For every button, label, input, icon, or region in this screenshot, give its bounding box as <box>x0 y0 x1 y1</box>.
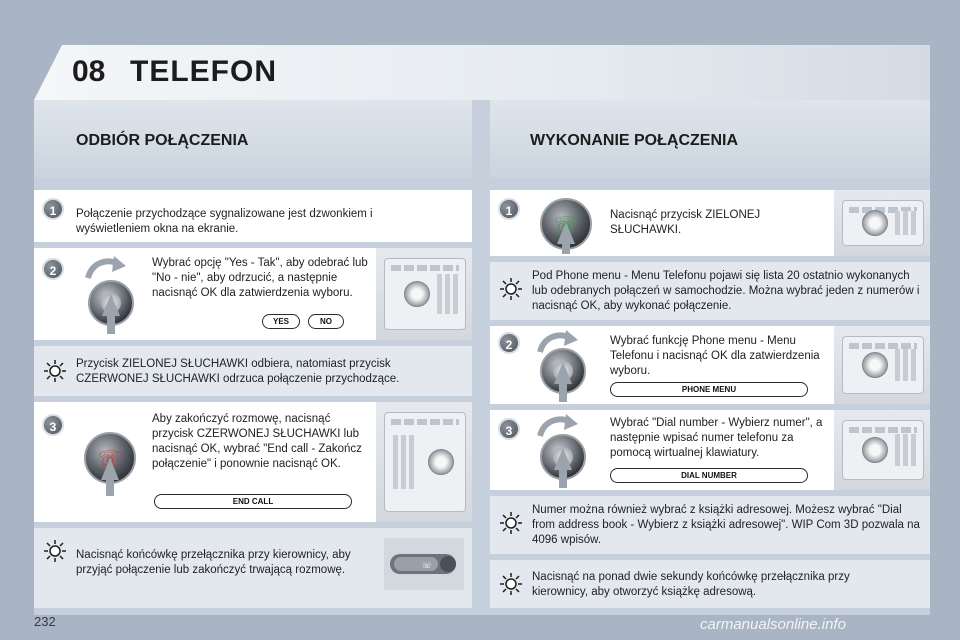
left-tip2-text: Nacisnąć końcówkę przełącznika przy kierownicy, aby przyjąć połączenie lub zakończyć trwającą rozmowę. <box>76 549 351 576</box>
step-number-badge: 2 <box>498 332 520 354</box>
left-tip1-text: Przycisk ZIELONEJ SŁUCHAWKI odbiera, natomiast przycisk CZERWONEJ SŁUCHAWKI odrzuca połączenie przychodzące. <box>76 358 400 385</box>
sun-bulb-icon <box>498 571 524 597</box>
right-step3-panel <box>490 410 930 490</box>
end-call-button[interactable]: END CALL <box>154 494 352 509</box>
sun-bulb-icon <box>42 358 68 384</box>
right-tip1-panel <box>490 262 930 320</box>
step-number-badge: 1 <box>498 198 520 220</box>
right-step1-text: Nacisnąć przycisk ZIELONEJ SŁUCHAWKI. <box>610 209 761 236</box>
step-number-badge: 3 <box>42 414 64 436</box>
right-step2-panel <box>490 326 930 404</box>
phone-menu-button[interactable]: PHONE MENU <box>610 382 808 397</box>
handset-icon: ☏ <box>554 212 580 236</box>
radio-unit-image <box>376 402 472 522</box>
left-section-title: ODBIÓR POŁĄCZENIA <box>76 132 249 149</box>
right-tip3-text: Nacisnąć na ponad dwie sekundy końcówkę przełącznika przy kierownicy, aby otworzyć książkę adresową. <box>532 571 850 598</box>
left-step1-panel <box>34 190 472 242</box>
press-arrow-head-icon <box>557 222 575 244</box>
watermark-text: carmanualsonline.info <box>700 616 846 633</box>
press-arrow-head-icon <box>101 458 119 480</box>
right-tip2-text: Numer można również wybrać z książki adresowej. Możesz wybrać "Dial from address book - Wybierz z książki adresowej". WIP Com 3D pozwala na 4096 wpisów. <box>532 504 920 546</box>
step-number-badge: 3 <box>498 418 520 440</box>
svg-text:☏: ☏ <box>422 561 433 570</box>
right-step2-text: Wybrać funkcję Phone menu - Menu Telefonu i nacisnąć OK dla zatwierdzenia wyboru. <box>610 335 820 377</box>
radio-unit-image <box>834 410 930 490</box>
sun-bulb-icon <box>498 276 524 302</box>
page-number: 232 <box>34 614 56 629</box>
radio-unit-image <box>834 190 930 256</box>
left-step3-text: Aby zakończyć rozmowę, nacisnąć przycisk CZERWONEJ SŁUCHAWKI lub nacisnąć OK, wybrać "End call - Zakończ połączenie" i ponownie nacisnąć OK. <box>152 413 362 470</box>
dial-number-button[interactable]: DIAL NUMBER <box>610 468 808 483</box>
sun-bulb-icon <box>498 510 524 536</box>
left-step1-text: Połączenie przychodzące sygnalizowane jest dzwonkiem i wyświetleniem okna na ekranie. <box>76 208 373 235</box>
press-arrow-head-icon <box>554 448 572 470</box>
right-tip1-text: Pod Phone menu - Menu Telefonu pojawi się lista 20 ostatnio wykonanych lub odebranych połączeń w samochodzie. Można wybrać jeden z numerów i nacisnąć OK, aby wykonać połączenie. <box>532 270 920 312</box>
left-tip1-panel <box>34 346 472 396</box>
left-tip2-panel <box>34 528 472 608</box>
chapter-title: TELEFON <box>130 55 277 88</box>
press-arrow-head-icon <box>102 294 120 316</box>
press-arrow-head-icon <box>554 362 572 384</box>
right-tip3-panel <box>490 560 930 608</box>
steering-stalk-image <box>384 538 464 590</box>
no-option-button[interactable]: NO <box>308 314 344 329</box>
header-notch <box>34 45 62 100</box>
right-tip2-panel <box>490 496 930 554</box>
left-step3-panel <box>34 402 472 522</box>
right-section-title: WYKONANIE POŁĄCZENIA <box>530 132 738 149</box>
step-number-badge: 2 <box>42 258 64 280</box>
chapter-number: 08 <box>72 55 106 88</box>
right-step3-text: Wybrać "Dial number - Wybierz numer", a następnie wpisać numer telefonu za pomocą wirtualnej klawiatury. <box>610 417 823 459</box>
radio-unit-image <box>834 326 930 404</box>
sun-bulb-icon <box>42 538 68 564</box>
radio-unit-image <box>376 248 472 340</box>
handset-icon: ☏ <box>98 446 124 470</box>
rotate-arrow-icon <box>84 254 128 280</box>
right-step1-panel <box>490 190 930 256</box>
left-step2-text: Wybrać opcję "Yes - Tak", aby odebrać lub "No - nie", aby odrzucić, a następnie nacisnąć OK dla zatwierdzenia wyboru. <box>152 257 368 299</box>
left-step2-panel <box>34 248 472 340</box>
yes-option-button[interactable]: YES <box>262 314 300 329</box>
step-number-badge: 1 <box>42 198 64 220</box>
